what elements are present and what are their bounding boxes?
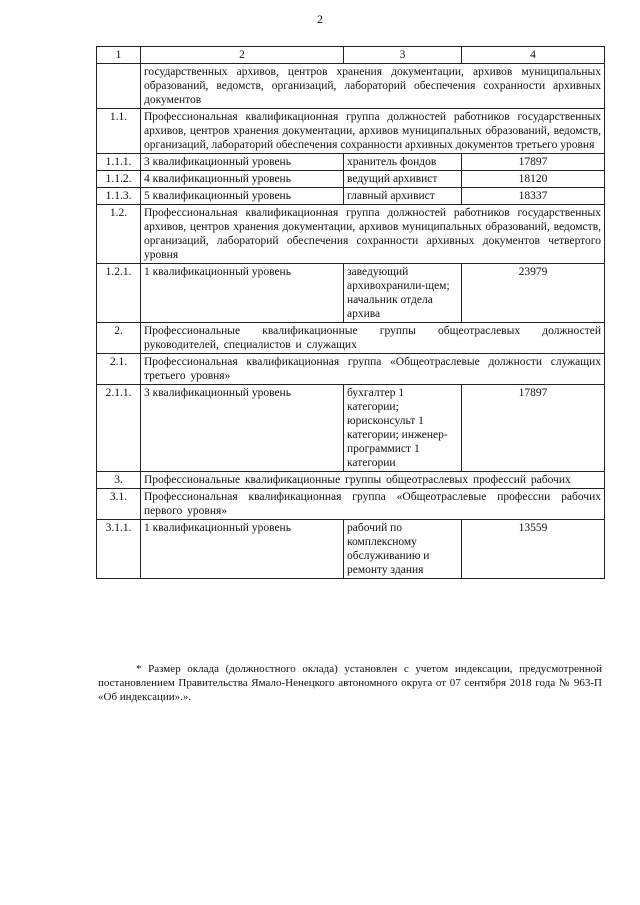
page-number: 2 bbox=[317, 12, 323, 26]
qualification-level: 3 квалификационный уровень bbox=[141, 154, 344, 171]
row-number bbox=[97, 64, 141, 109]
table-row bbox=[97, 354, 605, 385]
row-number: 1.1.3. bbox=[97, 188, 141, 205]
salary-value: 18337 bbox=[462, 188, 605, 205]
row-number: 3. bbox=[97, 472, 141, 489]
row-number: 2.1.1. bbox=[97, 385, 141, 472]
table-row bbox=[97, 520, 605, 579]
salary-value: 13559 bbox=[462, 520, 605, 579]
row-number: 3.1. bbox=[97, 489, 141, 520]
footnote: * Размер оклада (должностного оклада) установлен с учетом индексации, предусмотренной постановлением Правительства Ямало-Ненецкого автономного округа от 07 сентября 2018 года № 963-П «Об индексации».». bbox=[98, 663, 602, 703]
qualification-level: 1 квалификационный уровень bbox=[141, 264, 344, 323]
table-row bbox=[97, 489, 605, 520]
salary-value: 18120 bbox=[462, 171, 605, 188]
group-text: государственных архивов, центров хранения документации, архивов муниципальных образований, ведомств, организаций, лабораторий обеспечения сохранности архивных документов bbox=[141, 64, 605, 109]
position-title: хранитель фондов bbox=[344, 154, 462, 171]
header-col-3: 3 bbox=[344, 47, 462, 64]
header-row bbox=[97, 47, 605, 64]
qualification-level: 4 квалификационный уровень bbox=[141, 171, 344, 188]
row-number: 1.1. bbox=[97, 109, 141, 154]
table-row bbox=[97, 109, 605, 154]
row-number: 1.2.1. bbox=[97, 264, 141, 323]
row-number: 1.2. bbox=[97, 205, 141, 264]
salary-value: 17897 bbox=[462, 385, 605, 472]
salary-value: 17897 bbox=[462, 154, 605, 171]
group-text: Профессиональные квалификационные группы общеотраслевых должностей руководителей, специалистов и служащих bbox=[141, 323, 605, 354]
position-title: рабочий по комплексному обслуживанию и ремонту здания bbox=[344, 520, 462, 579]
row-number: 2.1. bbox=[97, 354, 141, 385]
row-number: 2. bbox=[97, 323, 141, 354]
table-row bbox=[97, 472, 605, 489]
position-title: главный архивист bbox=[344, 188, 462, 205]
group-text: Профессиональная квалификационная группа должностей работников государственных архивов, центров хранения документации, архивов муниципальных образований, ведомств, организаций, лабораторий обеспечения сохранности архивных документов четвертого уровня bbox=[141, 205, 605, 264]
table-row bbox=[97, 171, 605, 188]
header-col-4: 4 bbox=[462, 47, 605, 64]
salary-value: 23979 bbox=[462, 264, 605, 323]
header-col-2: 2 bbox=[141, 47, 344, 64]
table-row bbox=[97, 64, 605, 109]
table-row bbox=[97, 154, 605, 171]
table-row bbox=[97, 188, 605, 205]
row-number: 3.1.1. bbox=[97, 520, 141, 579]
group-text: Профессиональная квалификационная группа «Общеотраслевые должности служащих третьего уровня» bbox=[141, 354, 605, 385]
salary-table bbox=[96, 46, 605, 579]
row-number: 1.1.2. bbox=[97, 171, 141, 188]
qualification-level: 1 квалификационный уровень bbox=[141, 520, 344, 579]
qualification-level: 3 квалификационный уровень bbox=[141, 385, 344, 472]
group-text: Профессиональная квалификационная группа должностей работников государственных архивов, центров хранения документации, архивов муниципальных образований, ведомств, организаций, лабораторий обеспечения сохранности архивных документов третьего уровня bbox=[141, 109, 605, 154]
group-text: Профессиональные квалификационные группы общеотраслевых профессий рабочих bbox=[141, 472, 605, 489]
table-row bbox=[97, 323, 605, 354]
table-row bbox=[97, 264, 605, 323]
group-text: Профессиональная квалификационная группа «Общеотраслевые профессии рабочих первого уровня» bbox=[141, 489, 605, 520]
table-row bbox=[97, 205, 605, 264]
qualification-level: 5 квалификационный уровень bbox=[141, 188, 344, 205]
position-title: бухгалтер 1 категории; юрисконсульт 1 категории; инженер-программист 1 категории bbox=[344, 385, 462, 472]
row-number: 1.1.1. bbox=[97, 154, 141, 171]
table-row bbox=[97, 385, 605, 472]
position-title: ведущий архивист bbox=[344, 171, 462, 188]
position-title: заведующий архивохранили-щем; начальник отдела архива bbox=[344, 264, 462, 323]
header-col-1: 1 bbox=[97, 47, 141, 64]
